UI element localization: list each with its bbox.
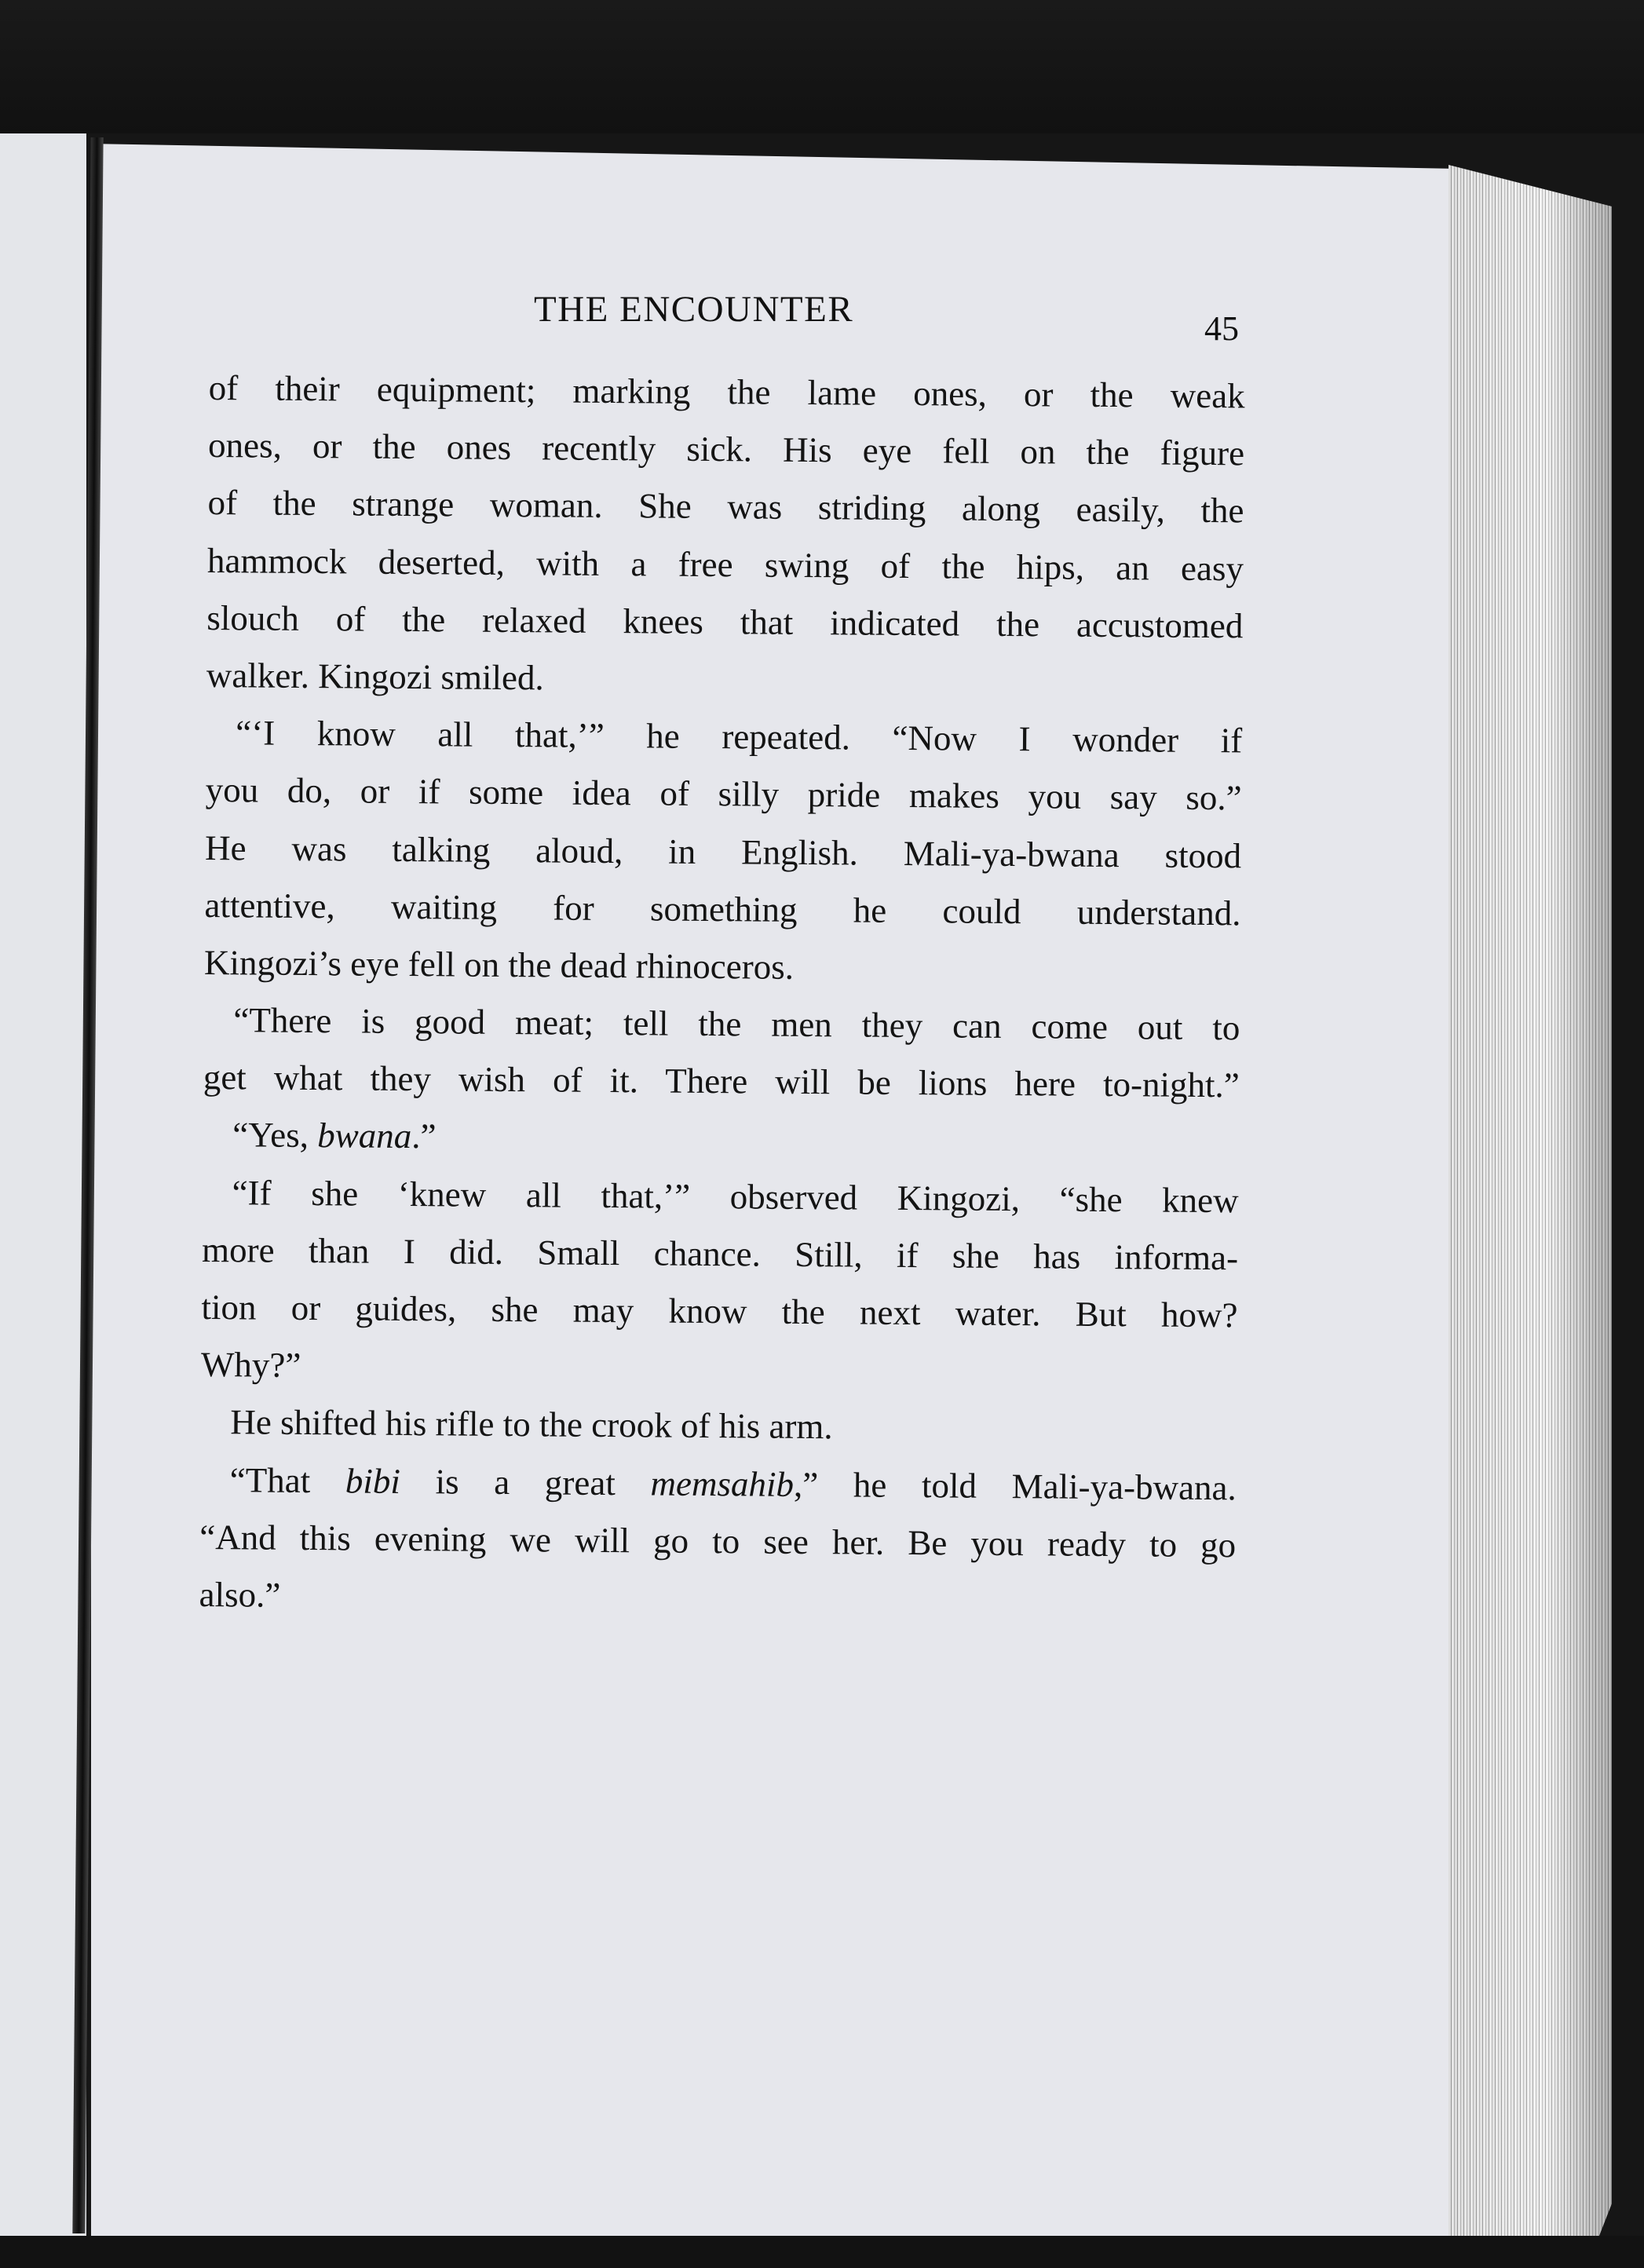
page-block-shading bbox=[1449, 165, 1612, 2245]
body-text bbox=[199, 360, 1245, 1631]
scan-background-top bbox=[0, 0, 1644, 133]
text-line: “There is good meat; tell the men they can come out to bbox=[233, 1000, 1240, 1048]
text-line: hammock deserted, with a free swing of the hips, an easy bbox=[206, 540, 1244, 588]
text-line: you do, or if some idea of silly pride makes you say so.” bbox=[205, 770, 1242, 818]
text-run: ,” he told Mali-ya-bwana. bbox=[793, 1464, 1237, 1507]
text-line: also.” bbox=[199, 1574, 281, 1615]
text-line: ones, or the ones recently sick. His eye fell on the figure bbox=[207, 425, 1245, 473]
text-line: “‘I know all that,’” he repeated. “Now I wonder if bbox=[236, 713, 1243, 761]
text-line: slouch of the relaxed knees that indicated the accustomed bbox=[206, 597, 1244, 646]
text-line bbox=[200, 1452, 1237, 1517]
text-line: Kingozi’s eye fell on the dead rhinoceros. bbox=[203, 942, 795, 987]
scan-background-bottom bbox=[0, 2236, 1644, 2268]
text-line: He was talking aloud, in English. Mali-ya-bwana stood bbox=[204, 827, 1242, 875]
facing-page-edge bbox=[0, 133, 86, 2237]
text-line: “If she ‘knew all that,’” observed Kingozi, “she knew bbox=[232, 1172, 1239, 1220]
running-head: THE ENCOUNTER bbox=[534, 289, 854, 330]
text-line: attentive, waiting for something he could understand. bbox=[204, 885, 1241, 933]
italic-word: bwana bbox=[316, 1116, 412, 1156]
text-line: He shifted his rifle to the crook of his arm. bbox=[230, 1402, 833, 1447]
text-run: “Yes, bbox=[232, 1115, 318, 1156]
text-run: is a great bbox=[400, 1461, 651, 1503]
text-line: get what they wish of it. There will be lions here to-night.” bbox=[203, 1057, 1240, 1105]
text-line: of their equipment; marking the lame ones, or the weak bbox=[208, 367, 1245, 416]
text-line: Why?” bbox=[200, 1345, 301, 1386]
italic-word: memsahib bbox=[650, 1463, 795, 1504]
text-line: walker. Kingozi smiled. bbox=[206, 655, 544, 698]
text-line: tion or guides, she may know the next water. But how? bbox=[201, 1287, 1238, 1335]
text-run: “That bbox=[229, 1459, 346, 1500]
text-line: “And this evening we will go to see her. Be you ready to go bbox=[199, 1517, 1237, 1565]
text-line: of the strange woman. She was striding along easily, the bbox=[207, 483, 1244, 531]
page-number: 45 bbox=[1204, 309, 1239, 348]
italic-word: bibi bbox=[345, 1460, 401, 1501]
text-line: more than I did. Small chance. Still, if she has informa- bbox=[201, 1229, 1239, 1278]
text-run: .” bbox=[411, 1116, 437, 1156]
text-line bbox=[203, 1106, 1240, 1172]
